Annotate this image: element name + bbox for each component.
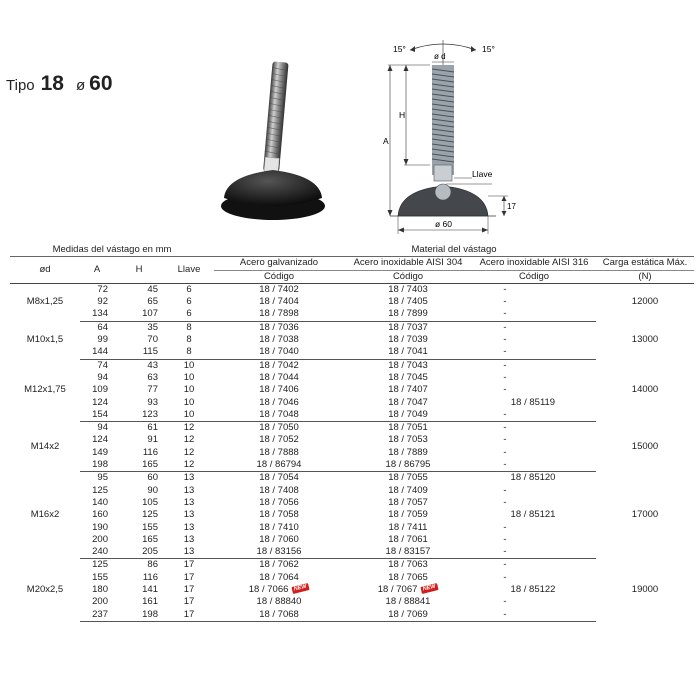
code-galvanized-cell	[214, 397, 344, 409]
dimension-h-cell: 43	[147, 359, 158, 371]
code-galvanized: 18 / 7408	[259, 484, 299, 496]
specification-table	[10, 244, 694, 622]
table-row	[10, 384, 694, 396]
dimension-h-cell: 161	[142, 596, 158, 608]
code-aisi304: 18 / 7069	[388, 608, 428, 620]
dimension-h-cell: 77	[147, 384, 158, 396]
title-type-number: 18	[40, 72, 64, 95]
code-galvanized: 18 / 7404	[259, 296, 299, 308]
code-galvanized: 18 / 83156	[256, 546, 302, 558]
key-size-cell: 13	[183, 533, 195, 545]
key-size-cell: 10	[164, 409, 214, 422]
code-aisi316-cell: -	[472, 346, 596, 359]
code-aisi304-cell	[344, 372, 472, 384]
table-row	[10, 372, 694, 384]
code-aisi316-cell: -	[503, 422, 507, 434]
code-galvanized-cell	[214, 596, 344, 608]
code-aisi304: 18 / 7409	[388, 484, 428, 496]
key-size-cell: 12	[164, 459, 214, 472]
table-row	[10, 409, 694, 422]
table-row	[10, 308, 694, 321]
key-size-cell: 12	[183, 434, 195, 446]
code-aisi304-cell	[344, 384, 472, 396]
dimension-a-cell: 240	[80, 546, 114, 559]
code-galvanized: 18 / 7402	[259, 283, 299, 295]
max-load-cell: 19000	[631, 584, 659, 596]
code-aisi316-cell: -	[503, 533, 507, 545]
code-galvanized-cell	[214, 359, 344, 372]
key-size-cell: 8	[186, 321, 192, 333]
code-galvanized: 18 / 7050	[259, 422, 299, 434]
code-aisi304: 18 / 86795	[385, 459, 431, 471]
code-aisi304-cell	[344, 321, 472, 334]
code-aisi316-cell: -	[503, 334, 507, 346]
code-galvanized-cell	[214, 559, 344, 572]
code-galvanized-cell	[214, 472, 344, 485]
header-load-unit: (N)	[596, 270, 694, 283]
header-galvanized: Acero galvanizado	[214, 257, 344, 270]
max-load-cell: 14000	[631, 384, 659, 396]
dimension-h-cell: 91	[147, 434, 158, 446]
code-galvanized-cell	[214, 485, 344, 497]
dimension-a-cell: 74	[97, 359, 108, 371]
code-galvanized-cell	[214, 572, 344, 584]
dimension-a-cell: 190	[92, 521, 108, 533]
new-badge: NEW	[421, 583, 439, 594]
table-row	[10, 434, 694, 446]
dimension-h-cell: 105	[142, 496, 158, 508]
code-galvanized: 18 / 7406	[259, 384, 299, 396]
code-aisi304: 18 / 7403	[388, 283, 428, 295]
title-prefix: Tipo	[6, 77, 35, 94]
diameter-symbol: ø	[75, 77, 86, 94]
new-badge: NEW	[292, 583, 310, 594]
code-galvanized-cell	[214, 434, 344, 446]
header-dimensions-group: Medidas del vástago en mm	[10, 244, 214, 257]
code-galvanized: 18 / 7052	[259, 434, 299, 446]
code-galvanized-cell	[214, 546, 344, 559]
code-aisi304: 18 / 7899	[388, 308, 428, 320]
code-galvanized: 18 / 7048	[259, 408, 299, 420]
code-aisi304-cell	[344, 334, 472, 346]
dimension-h-cell: 61	[147, 422, 158, 434]
header-code-aisi316: Código	[472, 270, 596, 283]
code-aisi304-cell	[344, 447, 472, 459]
code-aisi316-cell: -	[503, 571, 507, 583]
code-aisi304-cell	[344, 397, 472, 409]
code-aisi316-cell: -	[503, 446, 507, 458]
code-galvanized-cell	[214, 334, 344, 346]
code-aisi304: 18 / 7049	[388, 408, 428, 420]
code-aisi316-cell: -	[503, 559, 507, 571]
table-row	[10, 572, 694, 584]
code-galvanized: 18 / 7056	[259, 496, 299, 508]
thread-diameter-cell: M14x2	[30, 440, 60, 452]
code-aisi304-cell	[344, 546, 472, 559]
key-size-cell: 12	[183, 422, 195, 434]
code-galvanized-cell	[214, 346, 344, 359]
code-galvanized: 18 / 7410	[259, 521, 299, 533]
max-load-cell: 15000	[631, 440, 659, 452]
code-galvanized-cell	[214, 422, 344, 435]
code-aisi316-cell: -	[503, 496, 507, 508]
table-row	[10, 397, 694, 409]
dimension-h-cell: 107	[114, 308, 164, 321]
key-size-cell: 10	[183, 384, 195, 396]
diameter-value: 60	[89, 72, 113, 95]
code-aisi316-cell: -	[472, 546, 596, 559]
code-galvanized-cell	[214, 384, 344, 396]
code-aisi304-cell	[344, 422, 472, 435]
table-row	[10, 534, 694, 546]
code-aisi304-cell	[344, 308, 472, 321]
dimension-h-cell: 116	[142, 446, 158, 458]
table-row	[10, 546, 694, 559]
code-aisi316-cell: -	[503, 596, 507, 608]
code-aisi304-cell	[344, 485, 472, 497]
dimension-a-cell: 140	[92, 496, 108, 508]
dimension-h-cell: 70	[147, 334, 158, 346]
key-size-cell: 6	[186, 283, 192, 295]
thread-diameter-cell: M12x1,75	[24, 384, 66, 396]
key-size-cell: 10	[183, 396, 195, 408]
dimension-a-cell: 94	[97, 371, 108, 383]
dimension-a-cell: 149	[92, 446, 108, 458]
code-galvanized-cell	[214, 308, 344, 321]
header-code-aisi304: Código	[344, 270, 472, 283]
code-galvanized: 18 / 7036	[259, 321, 299, 333]
code-aisi304-cell	[344, 497, 472, 509]
code-aisi316-cell: 18 / 85119	[510, 396, 556, 408]
code-galvanized-cell	[214, 534, 344, 546]
code-galvanized-cell	[214, 584, 344, 596]
dimension-h-cell: 93	[147, 396, 158, 408]
table-row	[10, 422, 694, 435]
dimension-h-cell: 123	[114, 409, 164, 422]
header-max-load: Carga estática Máx.	[596, 257, 694, 270]
code-aisi304-cell	[344, 572, 472, 584]
code-galvanized: 18 / 7068	[259, 608, 299, 620]
code-galvanized-cell	[214, 409, 344, 422]
code-aisi304: 18 / 7059	[388, 509, 428, 521]
table-row	[10, 522, 694, 534]
code-galvanized: 18 / 7888	[259, 446, 299, 458]
table-row	[10, 584, 694, 596]
dimension-a-cell: 200	[92, 533, 108, 545]
code-aisi316-cell: -	[503, 434, 507, 446]
table-row	[10, 596, 694, 608]
code-galvanized: 18 / 7066	[248, 584, 289, 596]
code-aisi316-cell: -	[472, 409, 596, 422]
code-galvanized: 18 / 88840	[256, 596, 302, 608]
dimension-a-cell: 94	[97, 422, 108, 434]
table-row	[10, 447, 694, 459]
code-galvanized-cell	[214, 509, 344, 521]
key-size-cell: 17	[183, 571, 195, 583]
max-load-cell: 17000	[631, 509, 659, 521]
dimension-h-cell: 90	[147, 484, 158, 496]
code-aisi316-cell: -	[503, 359, 507, 371]
key-size-cell: 13	[183, 509, 195, 521]
code-galvanized: 18 / 7898	[259, 308, 299, 320]
code-aisi304: 18 / 7063	[388, 559, 428, 571]
table-row	[10, 334, 694, 346]
product-title	[6, 72, 117, 96]
key-size-cell: 13	[183, 521, 195, 533]
dimension-h-cell: 165	[142, 533, 158, 545]
dimension-h-cell: 35	[147, 321, 158, 333]
key-size-cell: 17	[183, 559, 195, 571]
header-aisi304: Acero inoxidable AISI 304	[344, 257, 472, 270]
key-size-cell: 6	[164, 308, 214, 321]
code-aisi316-cell: -	[503, 371, 507, 383]
header-code-galvanized: Código	[214, 270, 344, 283]
code-aisi304-cell	[344, 472, 472, 485]
code-aisi304-cell	[344, 509, 472, 521]
table-row	[10, 497, 694, 509]
table-row	[10, 485, 694, 497]
dimension-h-cell: 165	[114, 459, 164, 472]
code-aisi304-cell	[344, 346, 472, 359]
code-aisi316-cell: -	[503, 296, 507, 308]
thread-diameter-cell: M10x1,5	[26, 334, 64, 346]
code-aisi316-cell: 18 / 85120	[510, 472, 556, 484]
code-galvanized: 18 / 7046	[259, 396, 299, 408]
stem-diameter-label: ø d	[434, 52, 446, 61]
code-aisi304: 18 / 7061	[388, 533, 428, 545]
key-size-cell: 8	[164, 346, 214, 359]
thread-diameter-cell: M16x2	[30, 509, 60, 521]
angle-right-label: 15°	[482, 44, 495, 54]
code-galvanized: 18 / 7040	[259, 346, 299, 358]
key-size-cell: 17	[183, 596, 195, 608]
code-aisi316-cell: 18 / 85122	[510, 584, 556, 596]
dimension-a-cell: 125	[92, 559, 108, 571]
key-size-cell: 13	[183, 484, 195, 496]
code-aisi316-cell: -	[503, 521, 507, 533]
code-aisi316-cell: 18 / 85121	[510, 509, 556, 521]
code-galvanized: 18 / 86794	[256, 459, 302, 471]
dimension-a-cell: 154	[80, 409, 114, 422]
code-galvanized: 18 / 7038	[259, 334, 299, 346]
table-row	[10, 509, 694, 521]
table-row	[10, 283, 694, 296]
code-aisi304: 18 / 88841	[385, 596, 431, 608]
code-aisi304: 18 / 7039	[388, 334, 428, 346]
code-aisi304: 18 / 7047	[388, 396, 428, 408]
code-aisi304: 18 / 7411	[388, 521, 428, 533]
table-row	[10, 609, 694, 622]
code-aisi304: 18 / 7405	[388, 296, 428, 308]
key-size-cell: 8	[186, 334, 192, 346]
code-aisi304-cell	[344, 359, 472, 372]
key-size-cell: 10	[183, 371, 195, 383]
dimension-a-cell: 124	[92, 434, 108, 446]
dimension-a-cell: 124	[92, 396, 108, 408]
code-galvanized-cell	[214, 372, 344, 384]
code-aisi304: 18 / 7057	[388, 496, 428, 508]
code-galvanized-cell	[214, 283, 344, 296]
code-aisi316-cell: -	[503, 321, 507, 333]
code-galvanized-cell	[214, 321, 344, 334]
code-galvanized-cell	[214, 447, 344, 459]
header-diameter: ød	[10, 257, 80, 284]
key-size-cell: 13	[164, 546, 214, 559]
dimension-a-cell: 109	[92, 384, 108, 396]
dimension-h-cell: 45	[147, 283, 158, 295]
code-aisi304-cell	[344, 534, 472, 546]
code-aisi304: 18 / 7037	[388, 321, 428, 333]
key-size-cell: 13	[183, 496, 195, 508]
code-galvanized: 18 / 7042	[259, 359, 299, 371]
table-row	[10, 459, 694, 472]
header-material-group: Material del vástago	[214, 244, 694, 257]
code-aisi304: 18 / 7045	[388, 371, 428, 383]
code-galvanized: 18 / 7054	[259, 472, 299, 484]
key-size-cell: 12	[183, 446, 195, 458]
code-aisi304-cell	[344, 584, 472, 596]
code-aisi304-cell	[344, 459, 472, 472]
thread-diameter-cell: M8x1,25	[26, 296, 64, 308]
dimension-17-label: 17	[507, 202, 516, 211]
code-aisi304: 18 / 7055	[388, 472, 428, 484]
table-row	[10, 346, 694, 359]
dimension-a-cell: 144	[80, 346, 114, 359]
max-load-cell: 13000	[631, 334, 659, 346]
code-aisi304: 18 / 7053	[388, 434, 428, 446]
technical-drawing	[368, 38, 518, 238]
dimension-h-cell: 63	[147, 371, 158, 383]
code-aisi304-cell	[344, 522, 472, 534]
dimension-a-cell: 92	[97, 296, 108, 308]
code-aisi304-cell	[344, 609, 472, 622]
key-size-cell: 10	[183, 359, 195, 371]
dimension-h-cell: 65	[147, 296, 158, 308]
code-aisi304: 18 / 7067	[377, 584, 418, 596]
code-aisi316-cell: -	[503, 484, 507, 496]
table-row	[10, 321, 694, 334]
dimension-a-label: A	[383, 136, 389, 146]
code-galvanized: 18 / 7058	[259, 509, 299, 521]
table-row	[10, 296, 694, 308]
header-a: A	[80, 257, 114, 284]
dimension-a-cell: 125	[92, 484, 108, 496]
header-key: Llave	[164, 257, 214, 284]
code-galvanized-cell	[214, 522, 344, 534]
code-aisi304: 18 / 7065	[388, 571, 428, 583]
dimension-h-cell: 116	[142, 571, 158, 583]
dimension-a-cell: 160	[92, 509, 108, 521]
dimension-h-cell: 115	[114, 346, 164, 359]
table-row	[10, 472, 694, 485]
dimension-h-cell: 86	[147, 559, 158, 571]
title-diameter	[75, 72, 117, 95]
code-aisi316-cell: -	[472, 308, 596, 321]
code-galvanized: 18 / 7060	[259, 533, 299, 545]
dimension-h-label: H	[399, 110, 406, 120]
key-size-cell: 6	[186, 296, 192, 308]
max-load-cell: 12000	[631, 296, 659, 308]
code-aisi304: 18 / 7889	[388, 446, 428, 458]
code-aisi304-cell	[344, 434, 472, 446]
table-row	[10, 559, 694, 572]
code-galvanized-cell	[214, 609, 344, 622]
code-aisi316-cell: -	[503, 384, 507, 396]
key-size-cell: 13	[183, 472, 195, 484]
product-photo	[214, 58, 332, 228]
dimension-a-cell: 64	[97, 321, 108, 333]
base-diameter-label: ø 60	[435, 219, 453, 229]
code-aisi304: 18 / 7407	[388, 384, 428, 396]
key-size-cell: 17	[164, 609, 214, 622]
dimension-h-cell: 141	[142, 584, 158, 596]
code-aisi304-cell	[344, 596, 472, 608]
code-galvanized-cell	[214, 296, 344, 308]
code-aisi316-cell: -	[472, 459, 596, 472]
code-aisi304: 18 / 7043	[388, 359, 428, 371]
table-row	[10, 359, 694, 372]
key-label: Llave	[472, 169, 493, 179]
code-galvanized-cell	[214, 497, 344, 509]
code-aisi316-cell: -	[503, 283, 507, 295]
dimension-a-cell: 237	[80, 609, 114, 622]
code-aisi304-cell	[344, 296, 472, 308]
dimension-a-cell: 200	[92, 596, 108, 608]
code-galvanized: 18 / 7064	[259, 571, 299, 583]
dimension-h-cell: 125	[142, 509, 158, 521]
dimension-a-cell: 198	[80, 459, 114, 472]
thread-diameter-cell: M20x2,5	[26, 584, 64, 596]
code-aisi304-cell	[344, 283, 472, 296]
dimension-h-cell: 198	[114, 609, 164, 622]
dimension-a-cell: 95	[97, 472, 108, 484]
code-aisi316-cell: -	[472, 609, 596, 622]
dimension-h-cell: 60	[147, 472, 158, 484]
header-aisi316: Acero inoxidable AISI 316	[472, 257, 596, 270]
dimension-a-cell: 134	[80, 308, 114, 321]
dimension-h-cell: 155	[142, 521, 158, 533]
dimension-a-cell: 99	[97, 334, 108, 346]
code-aisi304-cell	[344, 409, 472, 422]
dimension-a-cell: 180	[92, 584, 108, 596]
dimension-a-cell: 72	[97, 283, 108, 295]
code-aisi304-cell	[344, 559, 472, 572]
code-galvanized-cell	[214, 459, 344, 472]
dimension-h-cell: 205	[114, 546, 164, 559]
angle-left-label: 15°	[393, 44, 406, 54]
header-h: H	[114, 257, 164, 284]
code-aisi304: 18 / 7051	[388, 422, 428, 434]
dimension-a-cell: 155	[92, 571, 108, 583]
code-aisi304: 18 / 83157	[385, 546, 431, 558]
code-aisi304: 18 / 7041	[388, 346, 428, 358]
key-size-cell: 17	[183, 584, 195, 596]
code-galvanized: 18 / 7062	[259, 559, 299, 571]
code-galvanized: 18 / 7044	[259, 371, 299, 383]
